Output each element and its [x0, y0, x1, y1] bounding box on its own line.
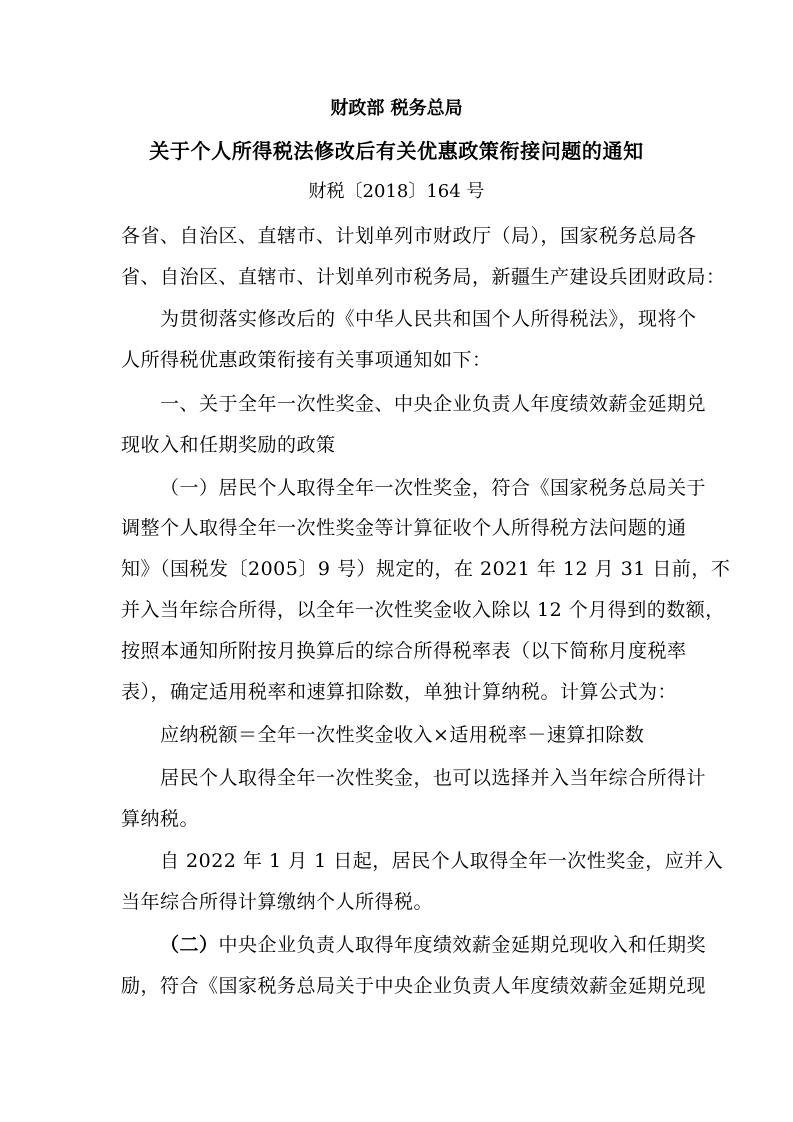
item-1-line-3: 知》（国税发〔2005〕9 号）规定的，在 2021 年 12 月 31 日前，不: [121, 558, 731, 580]
item-2-marker: （二）: [160, 934, 219, 956]
intro-line-1: 为贯彻落实修改后的《中华人民共和国个人所得税法》，现将个: [160, 308, 697, 330]
addressee-line-2: 省、自治区、直辖市、计划单列市税务局，新疆生产建设兵团财政局：: [121, 266, 726, 288]
section-1-heading-line-1: 一、关于全年一次性奖金、中央企业负责人年度绩效薪金延期兑: [160, 393, 707, 415]
intro-line-2: 人所得税优惠政策衔接有关事项通知如下：: [121, 349, 492, 371]
document-title: 关于个人所得税法修改后有关优惠政策衔接问题的通知: [149, 139, 644, 163]
from-2022-line-2: 当年综合所得计算缴纳个人所得税。: [121, 891, 434, 913]
tax-formula: 应纳税额＝全年一次性奖金收入×适用税率－速算扣除数: [160, 724, 645, 746]
issuer-heading: 财政部 税务总局: [330, 98, 463, 119]
item-1-line-4: 并入当年综合所得，以全年一次性奖金收入除以 12 个月得到的数额，: [121, 599, 725, 621]
option-line-1: 居民个人取得全年一次性奖金，也可以选择并入当年综合所得计: [160, 767, 707, 789]
addressee-line-1: 各省、自治区、直辖市、计划单列市财政厅（局），国家税务总局各: [121, 225, 697, 247]
item-1-line-6: 表），确定适用税率和速算扣除数，单独计算纳税。计算公式为：: [121, 681, 678, 703]
item-1-line-2: 调整个人取得全年一次性奖金等计算征收个人所得税方法问题的通: [121, 517, 687, 539]
item-2-line-2: 励，符合《国家税务总局关于中央企业负责人年度绩效薪金延期兑现: [121, 975, 707, 997]
document-number: 财税〔2018〕164 号: [308, 181, 485, 202]
option-line-2: 算纳税。: [121, 808, 200, 830]
item-1-line-5: 按照本通知所附按月换算后的综合所得税率表（以下简称月度税率: [121, 640, 687, 662]
item-2-line-1: [160, 934, 706, 956]
section-1-heading-line-2: 现收入和任期奖励的政策: [121, 434, 336, 456]
from-2022-line-1: 自 2022 年 1 月 1 日起，居民个人取得全年一次性奖金，应并入: [160, 850, 724, 872]
item-1-line-1: （一）居民个人取得全年一次性奖金，符合《国家税务总局关于: [160, 477, 707, 499]
item-2-line-1-text: 中央企业负责人取得年度绩效薪金延期兑现收入和任期奖: [218, 934, 707, 956]
